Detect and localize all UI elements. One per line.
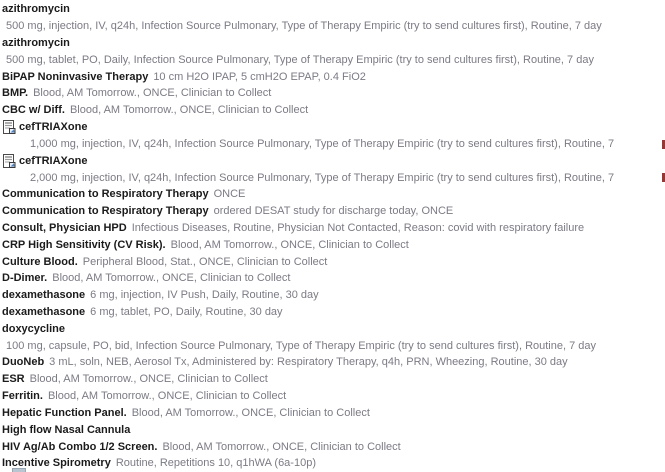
- order-row[interactable]: [0, 1, 665, 18]
- order-name: CBC w/ Diff.: [2, 104, 65, 117]
- order-row[interactable]: [0, 270, 665, 287]
- order-details: 100 mg, capsule, PO, bid, Infection Source Pulmonary, Type of Therapy Empiric (try to send cultures first), Routine, 7 day: [6, 339, 596, 352]
- order-row[interactable]: [0, 253, 665, 270]
- order-details: ordered DESAT study for discharge today, ONCE: [213, 205, 454, 218]
- order-name: Hepatic Function Panel.: [2, 406, 127, 419]
- order-details: Blood, AM Tomorrow., ONCE, Clinician to Collect: [33, 87, 272, 100]
- order-row[interactable]: [0, 455, 665, 472]
- order-row[interactable]: [0, 354, 665, 371]
- order-details: 1,000 mg, injection, IV, q24h, Infection Source Pulmonary, Type of Therapy Empiric (try to send cultures first), Routine, 7: [30, 137, 615, 150]
- order-name: Culture Blood.: [2, 255, 78, 268]
- order-details: Blood, AM Tomorrow., ONCE, Clinician to Collect: [47, 390, 287, 403]
- order-row[interactable]: [0, 136, 665, 153]
- order-row[interactable]: [0, 119, 665, 136]
- order-name: azithromycin: [2, 37, 70, 50]
- order-name: cefTRIAXone: [19, 154, 88, 167]
- order-row[interactable]: [0, 405, 665, 422]
- order-row[interactable]: [0, 51, 665, 68]
- order-details: 3 mL, soln, NEB, Aerosol Tx, Administered by: Respiratory Therapy, q4h, PRN, Wheezing, Routine, 30 day: [49, 356, 568, 369]
- order-details: Blood, AM Tomorrow., ONCE, Clinician to Collect: [131, 406, 370, 419]
- order-name: D-Dimer.: [2, 272, 48, 285]
- order-name: Communication to Respiratory Therapy: [2, 188, 209, 201]
- order-details: 6 mg, tablet, PO, Daily, Routine, 30 day: [90, 306, 283, 319]
- order-row[interactable]: [0, 220, 665, 237]
- order-name: Consult, Physician HPD: [2, 221, 127, 234]
- order-row[interactable]: [0, 371, 665, 388]
- order-name: ESR: [2, 373, 25, 386]
- order-name: DuoNeb: [2, 356, 45, 369]
- order-row[interactable]: [0, 186, 665, 203]
- order-name: High flow Nasal Cannula: [2, 423, 131, 436]
- order-details: 10 cm H2O IPAP, 5 cmH2O EPAP, 0.4 FiO2: [153, 70, 366, 83]
- order-form-icon: [2, 120, 16, 134]
- order-name: BiPAP Noninvasive Therapy: [2, 70, 149, 83]
- order-row[interactable]: [0, 203, 665, 220]
- order-details: 6 mg, injection, IV Push, Daily, Routine, 30 day: [90, 289, 319, 302]
- order-name: Communication to Respiratory Therapy: [2, 205, 209, 218]
- order-details: Peripheral Blood, Stat., ONCE, Clinician to Collect: [82, 255, 328, 268]
- order-name: Incentive Spirometry: [2, 457, 111, 470]
- order-name: CRP High Sensitivity (CV Risk).: [2, 238, 166, 251]
- order-row[interactable]: [0, 18, 665, 35]
- order-name: Ferritin.: [2, 390, 43, 403]
- order-row[interactable]: [0, 320, 665, 337]
- order-details: Blood, AM Tomorrow., ONCE, Clinician to Collect: [69, 104, 309, 117]
- order-name: doxycycline: [2, 322, 65, 335]
- order-row[interactable]: [0, 421, 665, 438]
- order-row[interactable]: [0, 68, 665, 85]
- order-details: Blood, AM Tomorrow., ONCE, Clinician to Collect: [52, 272, 291, 285]
- order-details: 2,000 mg, injection, IV, q24h, Infection Source Pulmonary, Type of Therapy Empiric (try to send cultures first), Routine, 7: [30, 171, 615, 184]
- order-details: Infectious Diseases, Routine, Physician Not Contacted, Reason: covid with respiratory failure: [131, 221, 585, 234]
- order-name: cefTRIAXone: [19, 121, 88, 134]
- order-name: dexamethasone: [2, 306, 86, 319]
- order-form-icon: [2, 154, 16, 168]
- order-details: Routine, Repetitions 10, q1hWA (6a-10p): [115, 457, 316, 470]
- order-row[interactable]: [0, 169, 665, 186]
- order-details: Blood, AM Tomorrow., ONCE, Clinician to Collect: [162, 440, 401, 453]
- order-name: dexamethasone: [2, 289, 86, 302]
- order-row[interactable]: [0, 337, 665, 354]
- order-row[interactable]: [0, 152, 665, 169]
- order-row[interactable]: [0, 304, 665, 321]
- order-details: 500 mg, injection, IV, q24h, Infection Source Pulmonary, Type of Therapy Empiric (try to send cultures first), Routine, 7 day: [6, 20, 602, 33]
- order-name: BMP.: [2, 87, 29, 100]
- order-row[interactable]: [0, 236, 665, 253]
- order-row[interactable]: [0, 388, 665, 405]
- order-details: Blood, AM Tomorrow., ONCE, Clinician to Collect: [29, 373, 268, 386]
- order-details: ONCE: [213, 188, 246, 201]
- order-name: azithromycin: [2, 3, 70, 16]
- order-row[interactable]: [0, 438, 665, 455]
- order-row[interactable]: [0, 102, 665, 119]
- order-name: HIV Ag/Ab Combo 1/2 Screen.: [2, 440, 158, 453]
- order-details: Blood, AM Tomorrow., ONCE, Clinician to Collect: [170, 238, 409, 251]
- order-row[interactable]: [0, 85, 665, 102]
- order-row[interactable]: [0, 287, 665, 304]
- order-row[interactable]: [0, 35, 665, 52]
- order-details: 500 mg, tablet, PO, Daily, Infection Source Pulmonary, Type of Therapy Empiric (try to send cultures first), Routine, 7 day: [6, 53, 594, 66]
